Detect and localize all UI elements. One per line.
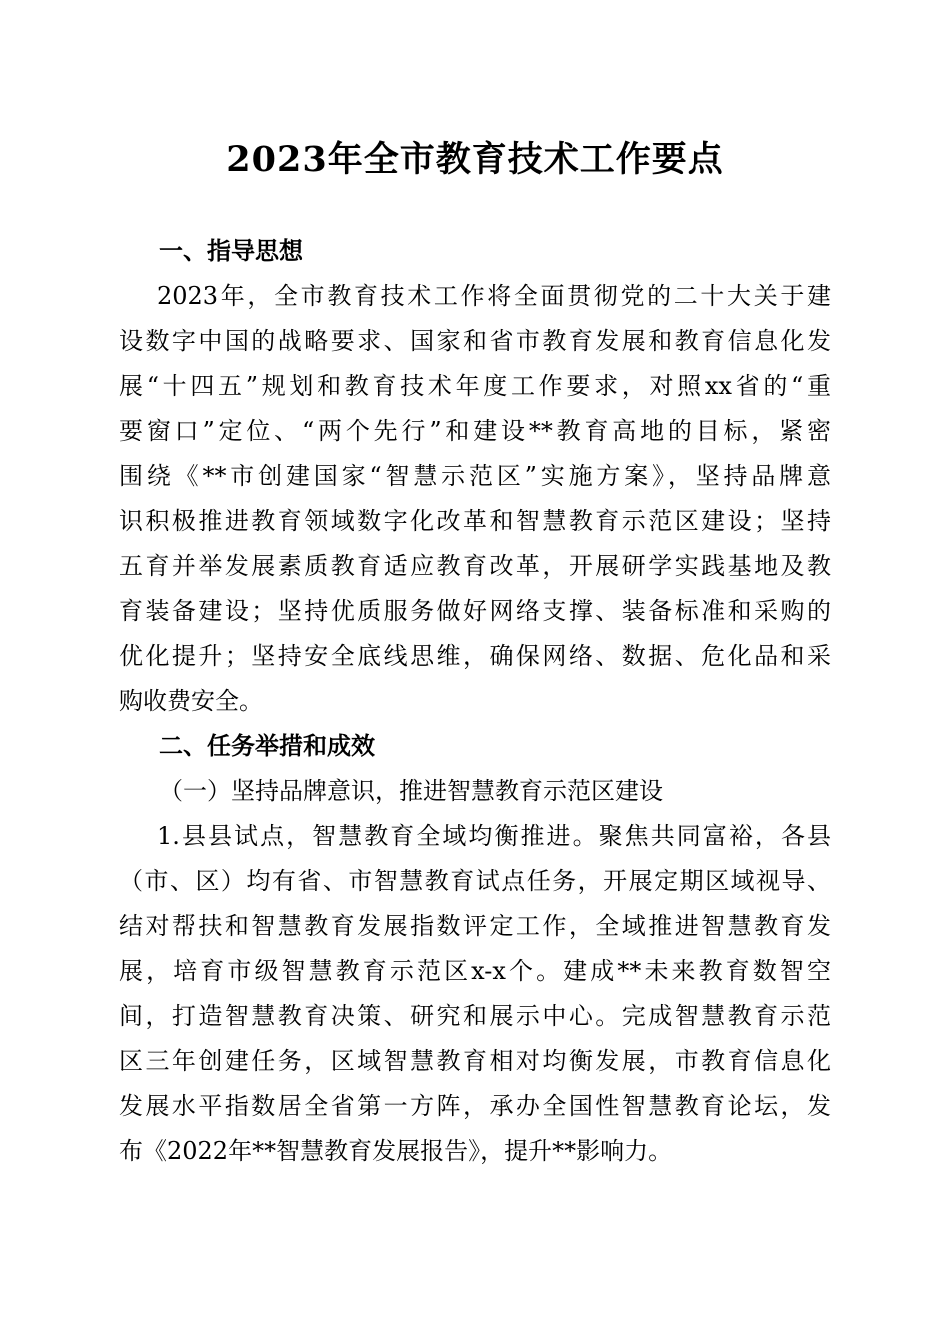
paragraph-line: 优化提升；坚持安全底线思维，确保网络、数据、危化品和采 xyxy=(119,642,831,670)
paragraph-line: 五育并举发展素质教育适应教育改革，开展研学实践基地及教 xyxy=(119,552,831,580)
paragraph-line: 间，打造智慧教育决策、研究和展示中心。完成智慧教育示范 xyxy=(119,1002,831,1030)
paragraph-line: 设数字中国的战略要求、国家和省市教育发展和教育信息化发 xyxy=(119,327,831,355)
paragraph-line: （市、区）均有省、市智慧教育试点任务，开展定期区域视导、 xyxy=(119,867,831,895)
subsection-heading-brand: （一）坚持品牌意识，推进智慧教育示范区建设 xyxy=(159,777,663,805)
paragraph-line: 围绕《**市创建国家“智慧示范区”实施方案》，坚持品牌意 xyxy=(119,462,831,490)
paragraph-county-pilot xyxy=(119,814,831,1174)
paragraph-line: 结对帮扶和智慧教育发展指数评定工作，全域推进智慧教育发 xyxy=(119,912,831,940)
paragraph-line: 区三年创建任务，区域智慧教育相对均衡发展，市教育信息化 xyxy=(119,1047,831,1075)
paragraph-line: 识积极推进教育领域数字化改革和智慧教育示范区建设；坚持 xyxy=(119,507,831,535)
section-heading-guiding-ideology: 一、指导思想 xyxy=(159,237,303,265)
document-title: 2023年全市教育技术工作要点 xyxy=(226,139,724,180)
paragraph-line: 展“十四五”规划和教育技术年度工作要求，对照xx省的“重 xyxy=(119,372,831,400)
paragraph-guiding-ideology xyxy=(119,274,831,724)
section-heading-tasks: 二、任务举措和成效 xyxy=(159,732,375,760)
paragraph-line: 2023年，全市教育技术工作将全面贯彻党的二十大关于建 xyxy=(157,282,831,310)
paragraph-line: 展，培育市级智慧教育示范区x-x个。建成**未来教育数智空 xyxy=(119,957,831,985)
paragraph-line: 发展水平指数居全省第一方阵，承办全国性智慧教育论坛，发 xyxy=(119,1092,831,1120)
paragraph-line: 育装备建设；坚持优质服务做好网络支撑、装备标准和采购的 xyxy=(119,597,831,625)
document-body xyxy=(119,229,831,1174)
paragraph-line: 布《2022年**智慧教育发展报告》，提升**影响力。 xyxy=(119,1137,673,1165)
paragraph-line: 1.县县试点，智慧教育全域均衡推进。聚焦共同富裕，各县 xyxy=(157,822,831,850)
paragraph-line: 要窗口”定位、“两个先行”和建设**教育高地的目标，紧密 xyxy=(119,417,831,445)
paragraph-line: 购收费安全。 xyxy=(119,687,263,715)
